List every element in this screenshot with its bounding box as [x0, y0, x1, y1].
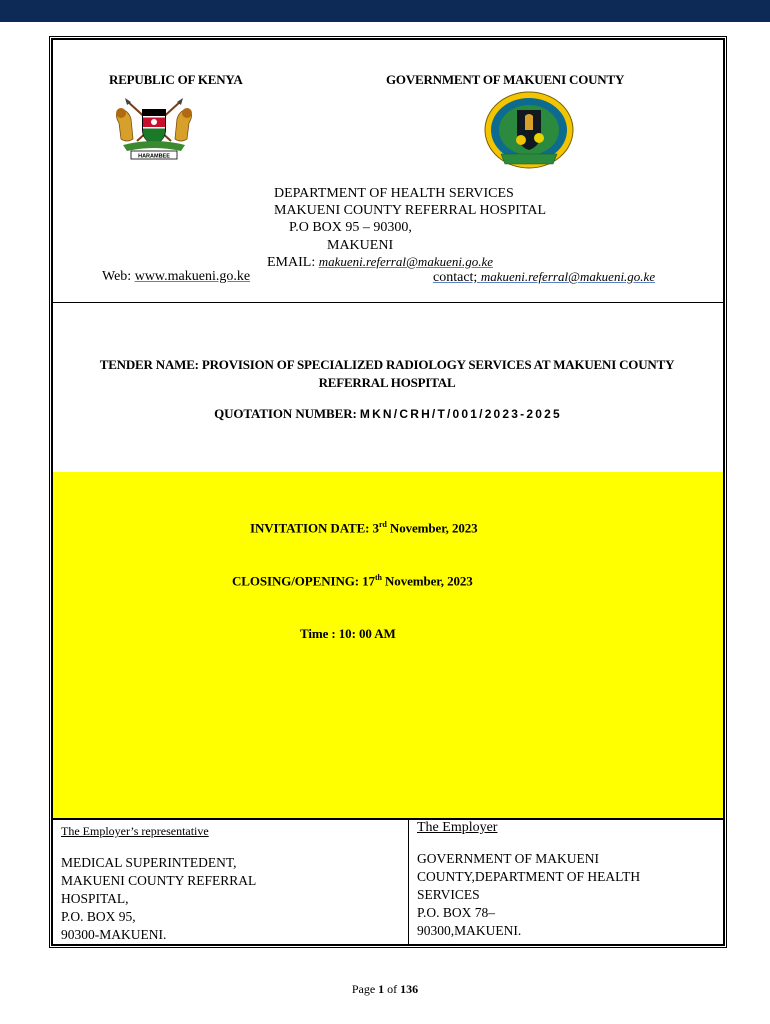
contact-label: contact; [433, 270, 481, 285]
employer-address [417, 850, 640, 940]
invitation-date [250, 520, 478, 536]
page-current: 1 [378, 982, 385, 996]
email-label: EMAIL: [267, 255, 319, 270]
contact-line [433, 269, 655, 286]
letterhead [53, 40, 723, 303]
invitation-month-year: November, 2023 [386, 520, 478, 536]
employer-line: P.O. BOX 78– [417, 905, 496, 920]
dates-highlight-section [53, 472, 723, 818]
email-link[interactable]: makueni.referral@makueni.go.ke [318, 254, 494, 269]
page-total: 136 [400, 982, 419, 996]
invitation-day: 3 [372, 520, 379, 536]
tender-name-line-1: TENDER NAME: PROVISION OF SPECIALIZED RADIOLOGY SERVICES AT MAKUENI COUNTY [99, 357, 675, 372]
town-line: MAKUENI [327, 238, 394, 253]
web-label: Web: [102, 269, 135, 284]
tender-name [67, 356, 707, 392]
employer-column [409, 820, 723, 946]
quotation-value: MKN/CRH/T/001/2023-2025 [359, 407, 562, 421]
kenya-crest-motto: HARAMBEE [138, 153, 170, 160]
po-box-line: P.O BOX 95 – 90300, [289, 220, 412, 235]
quotation-label: QUOTATION NUMBER: [214, 406, 360, 421]
closing-opening-date [232, 573, 473, 589]
representative-address [61, 854, 256, 944]
closing-day-suffix: th [374, 573, 382, 582]
invitation-day-suffix: rd [378, 520, 387, 529]
employer-line: SERVICES [417, 887, 480, 902]
department-line: DEPARTMENT OF HEALTH SERVICES [274, 186, 514, 201]
closing-day: 17 [362, 573, 375, 589]
page-of-label: of [384, 982, 401, 996]
representative-line: MAKUENI COUNTY REFERRAL [61, 873, 257, 888]
page-label: Page [351, 982, 379, 996]
representative-line: P.O. BOX 95, [61, 909, 136, 924]
republic-of-kenya-title: REPUBLIC OF KENYA [109, 72, 243, 87]
tender-name-line-2: REFERRAL HOSPITAL [318, 375, 456, 390]
hospital-line: MAKUENI COUNTY REFERRAL HOSPITAL [274, 203, 547, 218]
employer-heading: The Employer [417, 820, 498, 835]
representative-heading: The Employer’s representative [61, 824, 209, 838]
website-link[interactable]: www.makueni.go.ke [134, 269, 251, 284]
web-line [102, 269, 250, 285]
parties-section [53, 818, 723, 946]
employer-line: GOVERNMENT OF MAKUENI [417, 851, 599, 866]
invitation-label: INVITATION DATE: [250, 520, 373, 536]
tender-section [53, 302, 723, 472]
employer-line: 90300,MAKUENI. [417, 923, 522, 938]
closing-time: Time : 10: 00 AM [300, 626, 396, 641]
makueni-county-title: GOVERNMENT OF MAKUENI COUNTY [386, 72, 625, 87]
makueni-county-seal-icon [483, 90, 575, 172]
top-banner-bar [0, 0, 770, 22]
kenya-coat-of-arms-icon [109, 93, 199, 163]
employer-representative-column [53, 820, 409, 946]
quotation-number [53, 406, 723, 422]
representative-line: 90300-MAKUENI. [61, 927, 167, 942]
representative-line: HOSPITAL, [61, 891, 129, 906]
cover-page-frame [51, 38, 725, 946]
employer-line: COUNTY,DEPARTMENT OF HEALTH [417, 869, 641, 884]
page-number [0, 982, 770, 997]
closing-label: CLOSING/OPENING: [232, 573, 363, 589]
representative-line: MEDICAL SUPERINTEDENT, [61, 855, 237, 870]
contact-email-link[interactable]: makueni.referral@makueni.go.ke [480, 269, 656, 284]
closing-month-year: November, 2023 [381, 573, 473, 589]
